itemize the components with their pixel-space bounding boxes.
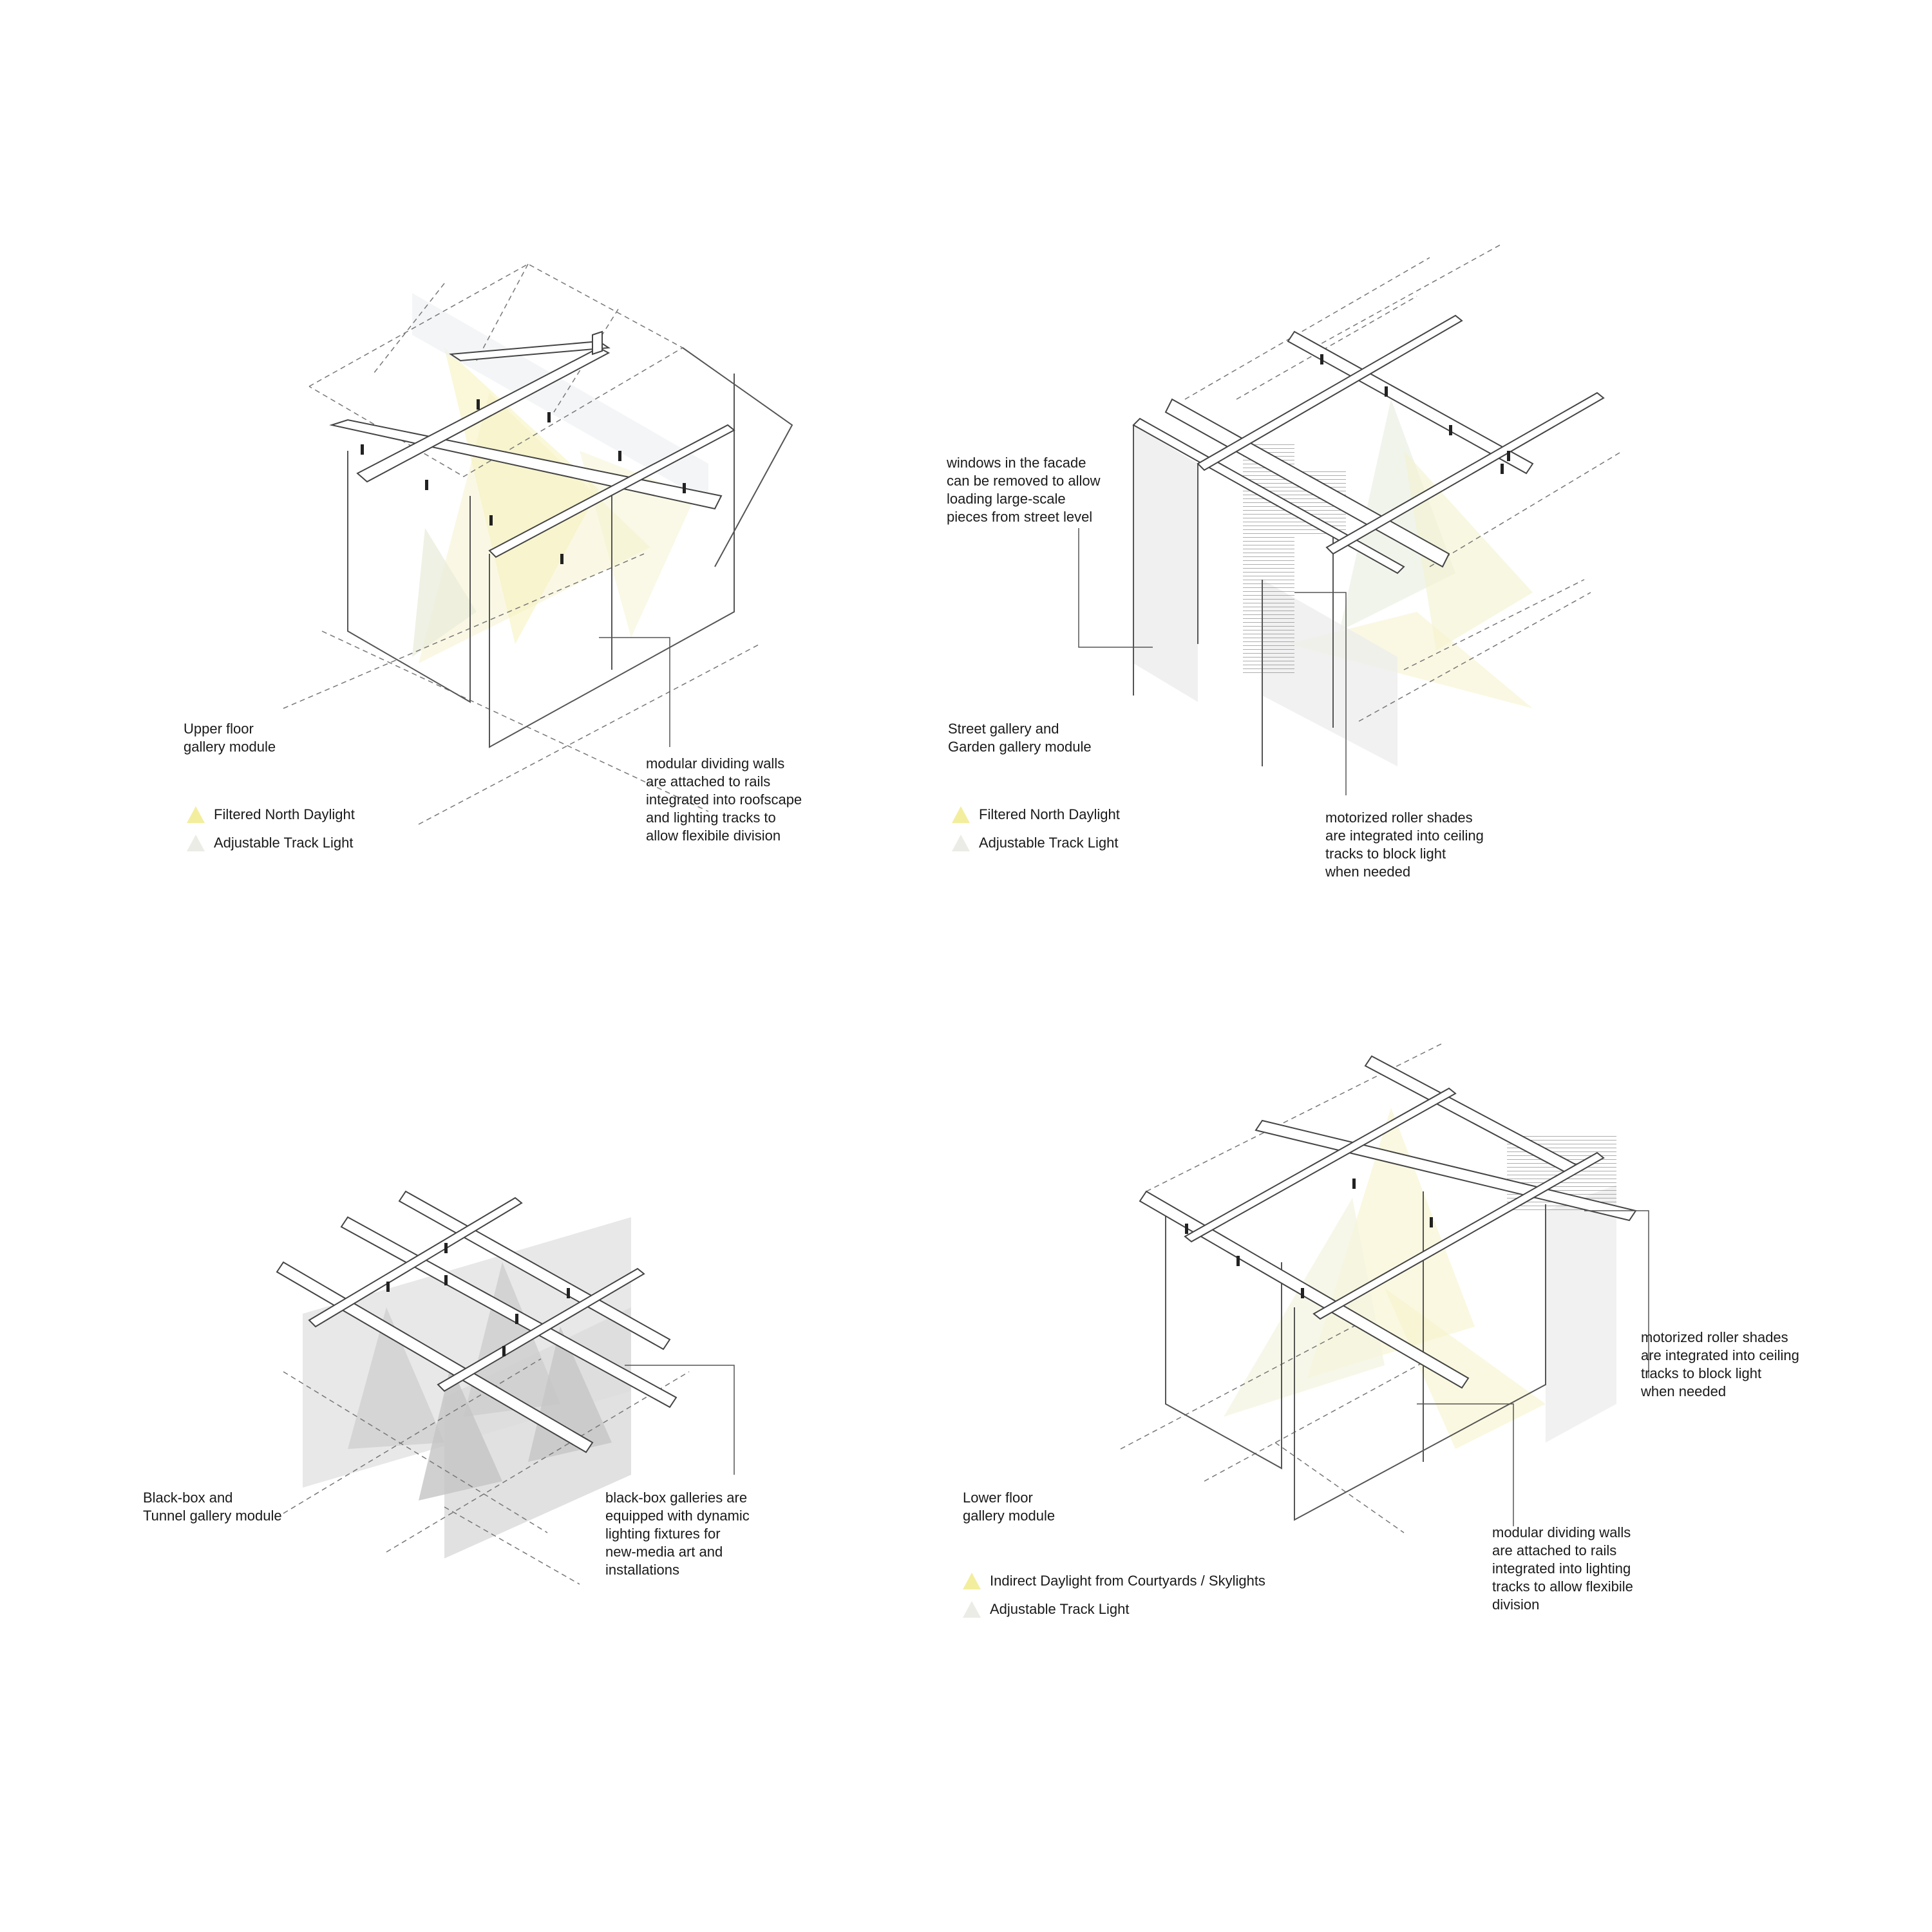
legend-label: Adjustable Track Light	[990, 1601, 1130, 1617]
legend-label: Filtered North Daylight	[979, 806, 1120, 822]
daylight-swatch-icon	[187, 806, 205, 823]
shade-wall	[1546, 1185, 1616, 1443]
legend-label: Indirect Daylight from Courtyards / Skylights	[990, 1573, 1265, 1589]
module-4-legend-track	[963, 1601, 1129, 1618]
module-3-title: Black-box and Tunnel gallery module	[143, 1490, 282, 1524]
module-lower-floor-drawing	[1121, 1043, 1649, 1533]
module-4-annotation-top: motorized roller shades are integrated into ceiling tracks to block light when needed	[1641, 1329, 1799, 1399]
daylight-swatch-icon	[952, 806, 970, 823]
legend-label: Adjustable Track Light	[979, 835, 1119, 851]
track-light-swatch-icon	[187, 835, 205, 851]
module-4-title: Lower floor gallery module	[963, 1490, 1056, 1524]
daylight-swatch-icon	[963, 1573, 981, 1589]
track-light-swatch-icon	[952, 835, 970, 851]
track-light-swatch-icon	[963, 1601, 981, 1618]
module-1-legend-track	[187, 835, 353, 851]
module-street-gallery-drawing	[1079, 245, 1623, 795]
module-1-legend-daylight	[187, 806, 355, 823]
module-2-title: Street gallery and Garden gallery module	[948, 721, 1092, 755]
module-1-annotation: modular dividing walls are attached to rails integrated into roofscape and lighting tracks to allow flexibile division	[646, 755, 802, 844]
module-1-title: Upper floor gallery module	[184, 721, 276, 755]
module-2-legend-daylight	[952, 806, 1120, 823]
module-4-annotation: modular dividing walls are attached to rails integrated into lighting tracks to allow flexibile division	[1492, 1524, 1633, 1613]
module-3-annotation: black-box galleries are equipped with dynamic lighting fixtures for new-media art and installations	[605, 1490, 750, 1578]
module-2-annotation-top: windows in the facade can be removed to allow loading large-scale pieces from street level	[947, 455, 1101, 525]
module-2-legend-track	[952, 835, 1118, 851]
legend-label: Filtered North Daylight	[214, 806, 355, 822]
module-upper-floor-drawing	[283, 264, 792, 824]
module-2-annotation: motorized roller shades are integrated into ceiling tracks to block light when needed	[1325, 810, 1484, 880]
legend-label: Adjustable Track Light	[214, 835, 354, 851]
facade-window	[1133, 425, 1198, 702]
module-4-legend-daylight	[963, 1573, 1265, 1589]
